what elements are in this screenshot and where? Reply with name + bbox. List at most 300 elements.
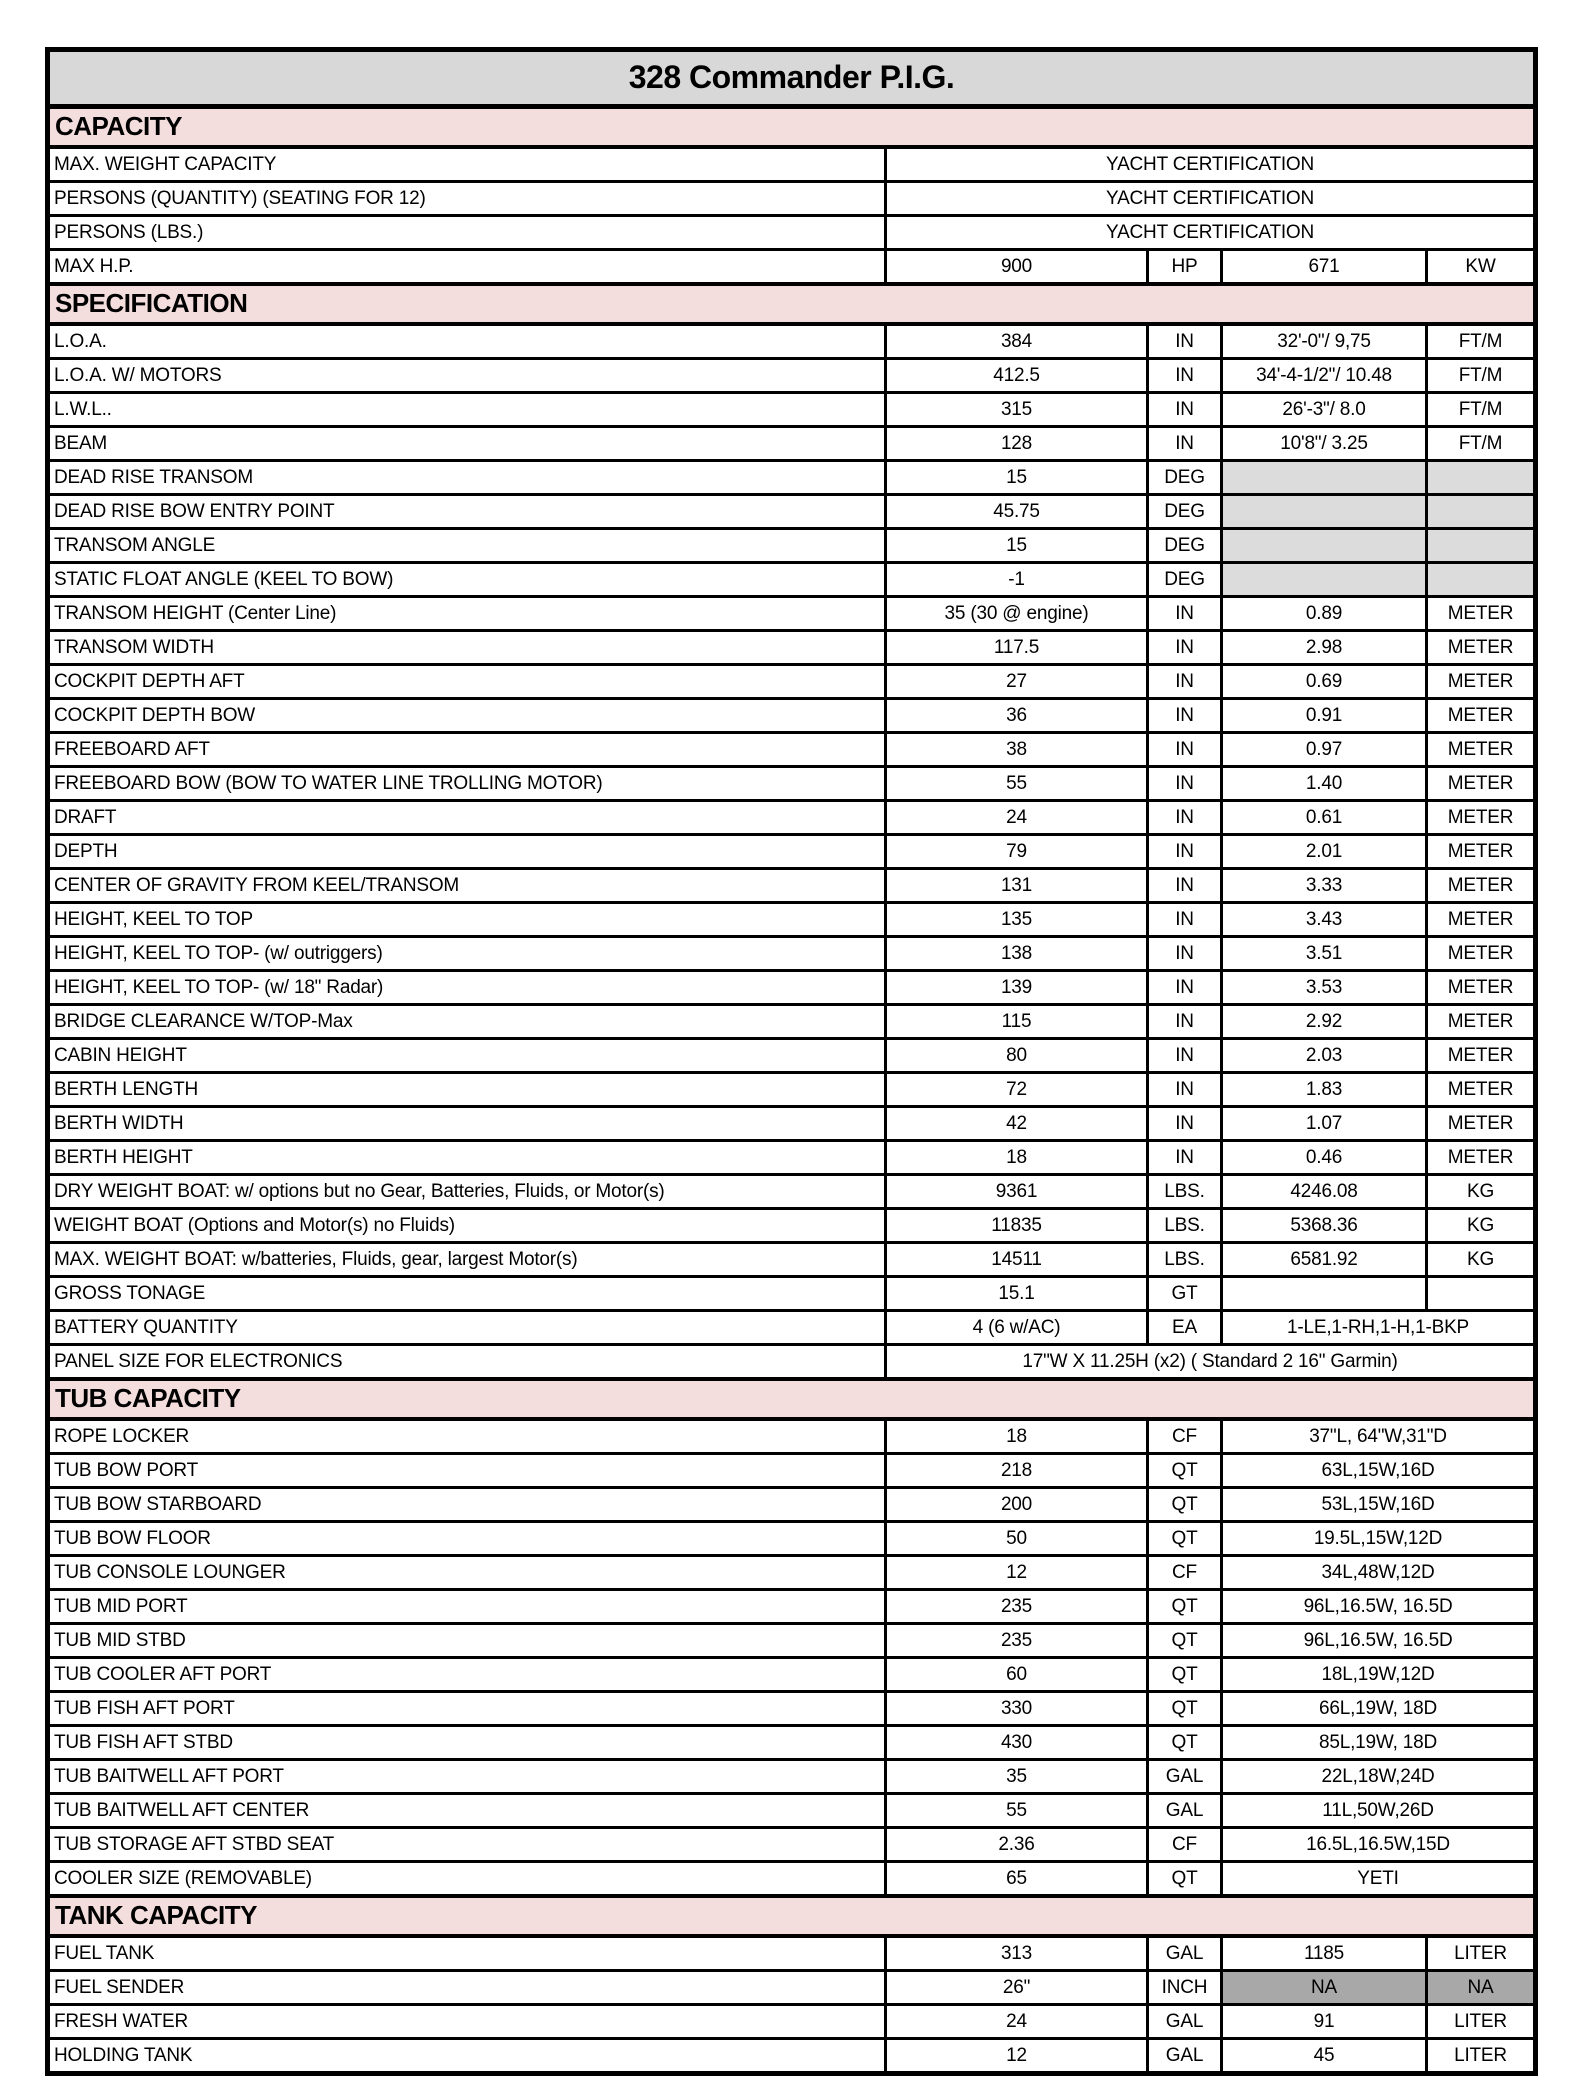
- unit-cell: METER: [1427, 835, 1536, 869]
- unit-cell: METER: [1427, 1039, 1536, 1073]
- unit-cell: IN: [1148, 699, 1222, 733]
- value-cell: 53L,15W,16D: [1222, 1488, 1536, 1522]
- row-label: MAX H.P.: [48, 250, 886, 285]
- value-cell: 1.83: [1222, 1073, 1427, 1107]
- unit-cell: IN: [1148, 427, 1222, 461]
- value-cell: 1.07: [1222, 1107, 1427, 1141]
- unit-cell: GAL: [1148, 2039, 1222, 2074]
- table-row: [48, 1794, 1536, 1828]
- unit-cell: METER: [1427, 1141, 1536, 1175]
- row-label: L.O.A. W/ MOTORS: [48, 359, 886, 393]
- row-label: HEIGHT, KEEL TO TOP- (w/ outriggers): [48, 937, 886, 971]
- unit-cell: IN: [1148, 324, 1222, 359]
- value-cell: 0.91: [1222, 699, 1427, 733]
- value-cell: 131: [886, 869, 1148, 903]
- value-cell: 2.01: [1222, 835, 1427, 869]
- row-label: PERSONS (LBS.): [48, 216, 886, 250]
- table-row: [48, 529, 1536, 563]
- value-cell: 55: [886, 1794, 1148, 1828]
- table-row: [48, 147, 1536, 182]
- table-row: [48, 1971, 1536, 2005]
- value-cell: 45: [1222, 2039, 1427, 2074]
- section-header: TANK CAPACITY: [48, 1896, 1536, 1936]
- row-label: MAX. WEIGHT BOAT: w/batteries, Fluids, gear, largest Motor(s): [48, 1243, 886, 1277]
- table-row: [48, 1522, 1536, 1556]
- value-cell: 16.5L,16.5W,15D: [1222, 1828, 1536, 1862]
- row-label: TUB MID PORT: [48, 1590, 886, 1624]
- table-row: [48, 427, 1536, 461]
- value-cell: 19.5L,15W,12D: [1222, 1522, 1536, 1556]
- value-cell: 4 (6 w/AC): [886, 1311, 1148, 1345]
- row-label: CABIN HEIGHT: [48, 1039, 886, 1073]
- table-row: [48, 182, 1536, 216]
- row-label: TUB STORAGE AFT STBD SEAT: [48, 1828, 886, 1862]
- value-cell: 36: [886, 699, 1148, 733]
- unit-cell: GAL: [1148, 1936, 1222, 1971]
- row-label: HEIGHT, KEEL TO TOP- (w/ 18" Radar): [48, 971, 886, 1005]
- row-label: TUB MID STBD: [48, 1624, 886, 1658]
- value-cell: 2.92: [1222, 1005, 1427, 1039]
- value-cell: 35 (30 @ engine): [886, 597, 1148, 631]
- unit-cell: IN: [1148, 971, 1222, 1005]
- unit-cell: GT: [1148, 1277, 1222, 1311]
- table-row: [48, 1692, 1536, 1726]
- section-header: TUB CAPACITY: [48, 1379, 1536, 1419]
- table-row: [48, 903, 1536, 937]
- value-cell: 115: [886, 1005, 1148, 1039]
- value-cell: 218: [886, 1454, 1148, 1488]
- row-label: PERSONS (QUANTITY) (SEATING FOR 12): [48, 182, 886, 216]
- row-label: PANEL SIZE FOR ELECTRONICS: [48, 1345, 886, 1380]
- row-label: TRANSOM ANGLE: [48, 529, 886, 563]
- unit-cell: LBS.: [1148, 1243, 1222, 1277]
- value-cell: 14511: [886, 1243, 1148, 1277]
- unit-cell: KG: [1427, 1175, 1536, 1209]
- unit-cell: LITER: [1427, 2039, 1536, 2074]
- unit-cell: DEG: [1148, 529, 1222, 563]
- unit-cell: METER: [1427, 767, 1536, 801]
- unit-cell: [1427, 495, 1536, 529]
- table-row: [48, 1862, 1536, 1897]
- table-row: [48, 631, 1536, 665]
- unit-cell: IN: [1148, 733, 1222, 767]
- row-label: TRANSOM HEIGHT (Center Line): [48, 597, 886, 631]
- unit-cell: IN: [1148, 665, 1222, 699]
- unit-cell: DEG: [1148, 563, 1222, 597]
- unit-cell: QT: [1148, 1692, 1222, 1726]
- table-row: [48, 1107, 1536, 1141]
- unit-cell: METER: [1427, 801, 1536, 835]
- value-cell: 85L,19W, 18D: [1222, 1726, 1536, 1760]
- table-row: [48, 1141, 1536, 1175]
- table-row: [48, 835, 1536, 869]
- value-cell: 37"L, 64"W,31"D: [1222, 1419, 1536, 1454]
- unit-cell: QT: [1148, 1488, 1222, 1522]
- section-header-row: [48, 1379, 1536, 1419]
- table-row: [48, 1556, 1536, 1590]
- unit-cell: GAL: [1148, 2005, 1222, 2039]
- unit-cell: LITER: [1427, 2005, 1536, 2039]
- unit-cell: IN: [1148, 597, 1222, 631]
- value-cell: 91: [1222, 2005, 1427, 2039]
- row-label: DRAFT: [48, 801, 886, 835]
- unit-cell: IN: [1148, 631, 1222, 665]
- value-cell: 3.53: [1222, 971, 1427, 1005]
- unit-cell: IN: [1148, 393, 1222, 427]
- value-cell: 315: [886, 393, 1148, 427]
- row-label: COOLER SIZE (REMOVABLE): [48, 1862, 886, 1897]
- row-label: CENTER OF GRAVITY FROM KEEL/TRANSOM: [48, 869, 886, 903]
- unit-cell: IN: [1148, 1141, 1222, 1175]
- value-cell: 65: [886, 1862, 1148, 1897]
- unit-cell: METER: [1427, 869, 1536, 903]
- value-cell: 671: [1222, 250, 1427, 285]
- table-row: [48, 937, 1536, 971]
- value-cell: 2.03: [1222, 1039, 1427, 1073]
- value-cell: [1222, 563, 1427, 597]
- table-row: [48, 359, 1536, 393]
- value-cell: 79: [886, 835, 1148, 869]
- unit-cell: QT: [1148, 1862, 1222, 1897]
- table-row: [48, 1277, 1536, 1311]
- value-cell: [1222, 461, 1427, 495]
- unit-cell: LBS.: [1148, 1175, 1222, 1209]
- unit-cell: IN: [1148, 1107, 1222, 1141]
- unit-cell: METER: [1427, 631, 1536, 665]
- row-label: COCKPIT DEPTH BOW: [48, 699, 886, 733]
- table-row: [48, 495, 1536, 529]
- value-cell: NA: [1222, 1971, 1427, 2005]
- value-cell: YACHT CERTIFICATION: [886, 216, 1536, 250]
- value-cell: 2.36: [886, 1828, 1148, 1862]
- value-cell: 12: [886, 1556, 1148, 1590]
- row-label: HEIGHT, KEEL TO TOP: [48, 903, 886, 937]
- value-cell: 24: [886, 801, 1148, 835]
- unit-cell: [1427, 1277, 1536, 1311]
- row-label: BERTH WIDTH: [48, 1107, 886, 1141]
- value-cell: [1222, 529, 1427, 563]
- table-row: [48, 2039, 1536, 2074]
- value-cell: 15: [886, 529, 1148, 563]
- value-cell: 235: [886, 1590, 1148, 1624]
- row-label: DEPTH: [48, 835, 886, 869]
- unit-cell: METER: [1427, 937, 1536, 971]
- value-cell: 1.40: [1222, 767, 1427, 801]
- value-cell: 32'-0"/ 9,75: [1222, 324, 1427, 359]
- value-cell: 0.46: [1222, 1141, 1427, 1175]
- unit-cell: LITER: [1427, 1936, 1536, 1971]
- row-label: WEIGHT BOAT (Options and Motor(s) no Fluids): [48, 1209, 886, 1243]
- unit-cell: NA: [1427, 1971, 1536, 2005]
- row-label: BRIDGE CLEARANCE W/TOP-Max: [48, 1005, 886, 1039]
- table-row: [48, 250, 1536, 285]
- value-cell: 139: [886, 971, 1148, 1005]
- title-row: [48, 50, 1536, 107]
- value-cell: [1222, 1277, 1427, 1311]
- table-row: [48, 869, 1536, 903]
- unit-cell: IN: [1148, 835, 1222, 869]
- row-label: BEAM: [48, 427, 886, 461]
- table-row: [48, 1726, 1536, 1760]
- value-cell: 0.69: [1222, 665, 1427, 699]
- value-cell: 18L,19W,12D: [1222, 1658, 1536, 1692]
- table-row: [48, 699, 1536, 733]
- spec-sheet: [45, 47, 1533, 2076]
- value-cell: 117.5: [886, 631, 1148, 665]
- unit-cell: IN: [1148, 767, 1222, 801]
- unit-cell: CF: [1148, 1556, 1222, 1590]
- value-cell: 200: [886, 1488, 1148, 1522]
- table-row: [48, 1936, 1536, 1971]
- unit-cell: METER: [1427, 597, 1536, 631]
- value-cell: 34L,48W,12D: [1222, 1556, 1536, 1590]
- table-row: [48, 767, 1536, 801]
- value-cell: 384: [886, 324, 1148, 359]
- value-cell: -1: [886, 563, 1148, 597]
- unit-cell: FT/M: [1427, 359, 1536, 393]
- table-row: [48, 1828, 1536, 1862]
- unit-cell: GAL: [1148, 1760, 1222, 1794]
- value-cell: 60: [886, 1658, 1148, 1692]
- value-cell: 1-LE,1-RH,1-H,1-BKP: [1222, 1311, 1536, 1345]
- value-cell: 15.1: [886, 1277, 1148, 1311]
- value-cell: 38: [886, 733, 1148, 767]
- value-cell: 330: [886, 1692, 1148, 1726]
- table-row: [48, 971, 1536, 1005]
- table-row: [48, 733, 1536, 767]
- row-label: TUB CONSOLE LOUNGER: [48, 1556, 886, 1590]
- unit-cell: CF: [1148, 1419, 1222, 1454]
- row-label: ROPE LOCKER: [48, 1419, 886, 1454]
- unit-cell: IN: [1148, 937, 1222, 971]
- value-cell: 10'8"/ 3.25: [1222, 427, 1427, 461]
- table-row: [48, 1311, 1536, 1345]
- section-header: CAPACITY: [48, 107, 1536, 148]
- table-row: [48, 1624, 1536, 1658]
- unit-cell: IN: [1148, 1073, 1222, 1107]
- unit-cell: METER: [1427, 971, 1536, 1005]
- unit-cell: METER: [1427, 733, 1536, 767]
- unit-cell: KG: [1427, 1209, 1536, 1243]
- row-label: GROSS TONAGE: [48, 1277, 886, 1311]
- value-cell: 63L,15W,16D: [1222, 1454, 1536, 1488]
- table-row: [48, 1658, 1536, 1692]
- unit-cell: METER: [1427, 903, 1536, 937]
- unit-cell: IN: [1148, 1005, 1222, 1039]
- unit-cell: DEG: [1148, 461, 1222, 495]
- row-label: DRY WEIGHT BOAT: w/ options but no Gear, Batteries, Fluids, or Motor(s): [48, 1175, 886, 1209]
- value-cell: 50: [886, 1522, 1148, 1556]
- unit-cell: EA: [1148, 1311, 1222, 1345]
- value-cell: 3.43: [1222, 903, 1427, 937]
- row-label: TUB BAITWELL AFT CENTER: [48, 1794, 886, 1828]
- value-cell: 313: [886, 1936, 1148, 1971]
- table-row: [48, 1073, 1536, 1107]
- section-header-row: [48, 284, 1536, 324]
- value-cell: YETI: [1222, 1862, 1536, 1897]
- value-cell: 12: [886, 2039, 1148, 2074]
- value-cell: 24: [886, 2005, 1148, 2039]
- table-row: [48, 1488, 1536, 1522]
- value-cell: 26'-3"/ 8.0: [1222, 393, 1427, 427]
- unit-cell: METER: [1427, 1107, 1536, 1141]
- value-cell: 900: [886, 250, 1148, 285]
- unit-cell: QT: [1148, 1590, 1222, 1624]
- value-cell: 412.5: [886, 359, 1148, 393]
- table-row: [48, 801, 1536, 835]
- row-label: COCKPIT DEPTH AFT: [48, 665, 886, 699]
- section-header: SPECIFICATION: [48, 284, 1536, 324]
- unit-cell: FT/M: [1427, 427, 1536, 461]
- row-label: FREEBOARD BOW (BOW TO WATER LINE TROLLING MOTOR): [48, 767, 886, 801]
- table-row: [48, 1209, 1536, 1243]
- unit-cell: QT: [1148, 1454, 1222, 1488]
- table-row: [48, 1345, 1536, 1380]
- table-row: [48, 1243, 1536, 1277]
- table-row: [48, 461, 1536, 495]
- table-row: [48, 563, 1536, 597]
- unit-cell: IN: [1148, 801, 1222, 835]
- value-cell: 42: [886, 1107, 1148, 1141]
- unit-cell: KW: [1427, 250, 1536, 285]
- row-label: TRANSOM WIDTH: [48, 631, 886, 665]
- value-cell: 15: [886, 461, 1148, 495]
- unit-cell: QT: [1148, 1726, 1222, 1760]
- value-cell: 17"W X 11.25H (x2) ( Standard 2 16" Garmin): [886, 1345, 1536, 1380]
- unit-cell: IN: [1148, 359, 1222, 393]
- value-cell: 5368.36: [1222, 1209, 1427, 1243]
- unit-cell: FT/M: [1427, 393, 1536, 427]
- value-cell: 66L,19W, 18D: [1222, 1692, 1536, 1726]
- table-row: [48, 324, 1536, 359]
- unit-cell: GAL: [1148, 1794, 1222, 1828]
- value-cell: 135: [886, 903, 1148, 937]
- value-cell: 27: [886, 665, 1148, 699]
- value-cell: 128: [886, 427, 1148, 461]
- row-label: FREEBOARD AFT: [48, 733, 886, 767]
- table-row: [48, 597, 1536, 631]
- row-label: TUB BOW STARBOARD: [48, 1488, 886, 1522]
- table-row: [48, 1005, 1536, 1039]
- value-cell: YACHT CERTIFICATION: [886, 182, 1536, 216]
- value-cell: [1222, 495, 1427, 529]
- row-label: FUEL TANK: [48, 1936, 886, 1971]
- row-label: TUB FISH AFT PORT: [48, 1692, 886, 1726]
- row-label: TUB FISH AFT STBD: [48, 1726, 886, 1760]
- unit-cell: QT: [1148, 1658, 1222, 1692]
- table-row: [48, 665, 1536, 699]
- unit-cell: INCH: [1148, 1971, 1222, 2005]
- value-cell: 11835: [886, 1209, 1148, 1243]
- value-cell: 18: [886, 1419, 1148, 1454]
- row-label: L.W.L..: [48, 393, 886, 427]
- row-label: BERTH HEIGHT: [48, 1141, 886, 1175]
- value-cell: 96L,16.5W, 16.5D: [1222, 1590, 1536, 1624]
- unit-cell: [1427, 529, 1536, 563]
- row-label: FUEL SENDER: [48, 1971, 886, 2005]
- section-header-row: [48, 1896, 1536, 1936]
- value-cell: 6581.92: [1222, 1243, 1427, 1277]
- section-header-row: [48, 107, 1536, 148]
- value-cell: 0.97: [1222, 733, 1427, 767]
- unit-cell: DEG: [1148, 495, 1222, 529]
- unit-cell: CF: [1148, 1828, 1222, 1862]
- unit-cell: METER: [1427, 665, 1536, 699]
- value-cell: 0.61: [1222, 801, 1427, 835]
- row-label: HOLDING TANK: [48, 2039, 886, 2074]
- unit-cell: QT: [1148, 1624, 1222, 1658]
- unit-cell: IN: [1148, 1039, 1222, 1073]
- value-cell: 26": [886, 1971, 1148, 2005]
- table-row: [48, 1454, 1536, 1488]
- table-row: [48, 1419, 1536, 1454]
- row-label: MAX. WEIGHT CAPACITY: [48, 147, 886, 182]
- table-row: [48, 216, 1536, 250]
- row-label: TUB BAITWELL AFT PORT: [48, 1760, 886, 1794]
- unit-cell: LBS.: [1148, 1209, 1222, 1243]
- value-cell: 138: [886, 937, 1148, 971]
- spec-sheet-table: [45, 47, 1538, 2076]
- value-cell: 2.98: [1222, 631, 1427, 665]
- row-label: BATTERY QUANTITY: [48, 1311, 886, 1345]
- value-cell: 34'-4-1/2"/ 10.48: [1222, 359, 1427, 393]
- row-label: BERTH LENGTH: [48, 1073, 886, 1107]
- value-cell: 45.75: [886, 495, 1148, 529]
- value-cell: 55: [886, 767, 1148, 801]
- value-cell: 96L,16.5W, 16.5D: [1222, 1624, 1536, 1658]
- table-row: [48, 393, 1536, 427]
- row-label: TUB BOW PORT: [48, 1454, 886, 1488]
- value-cell: 0.89: [1222, 597, 1427, 631]
- unit-cell: IN: [1148, 869, 1222, 903]
- table-row: [48, 1175, 1536, 1209]
- table-row: [48, 1039, 1536, 1073]
- unit-cell: [1427, 563, 1536, 597]
- row-label: TUB COOLER AFT PORT: [48, 1658, 886, 1692]
- unit-cell: IN: [1148, 903, 1222, 937]
- unit-cell: METER: [1427, 1073, 1536, 1107]
- row-label: L.O.A.: [48, 324, 886, 359]
- value-cell: 72: [886, 1073, 1148, 1107]
- table-row: [48, 1590, 1536, 1624]
- unit-cell: FT/M: [1427, 324, 1536, 359]
- unit-cell: METER: [1427, 699, 1536, 733]
- value-cell: 22L,18W,24D: [1222, 1760, 1536, 1794]
- table-row: [48, 2005, 1536, 2039]
- value-cell: YACHT CERTIFICATION: [886, 147, 1536, 182]
- value-cell: 235: [886, 1624, 1148, 1658]
- unit-cell: METER: [1427, 1005, 1536, 1039]
- unit-cell: HP: [1148, 250, 1222, 285]
- row-label: STATIC FLOAT ANGLE (KEEL TO BOW): [48, 563, 886, 597]
- value-cell: 4246.08: [1222, 1175, 1427, 1209]
- value-cell: 3.51: [1222, 937, 1427, 971]
- value-cell: 1185: [1222, 1936, 1427, 1971]
- table-row: [48, 1760, 1536, 1794]
- row-label: FRESH WATER: [48, 2005, 886, 2039]
- value-cell: 35: [886, 1760, 1148, 1794]
- unit-cell: [1427, 461, 1536, 495]
- value-cell: 11L,50W,26D: [1222, 1794, 1536, 1828]
- unit-cell: KG: [1427, 1243, 1536, 1277]
- page-title: 328 Commander P.I.G.: [48, 50, 1536, 107]
- row-label: DEAD RISE BOW ENTRY POINT: [48, 495, 886, 529]
- row-label: TUB BOW FLOOR: [48, 1522, 886, 1556]
- unit-cell: QT: [1148, 1522, 1222, 1556]
- value-cell: 3.33: [1222, 869, 1427, 903]
- value-cell: 9361: [886, 1175, 1148, 1209]
- value-cell: 18: [886, 1141, 1148, 1175]
